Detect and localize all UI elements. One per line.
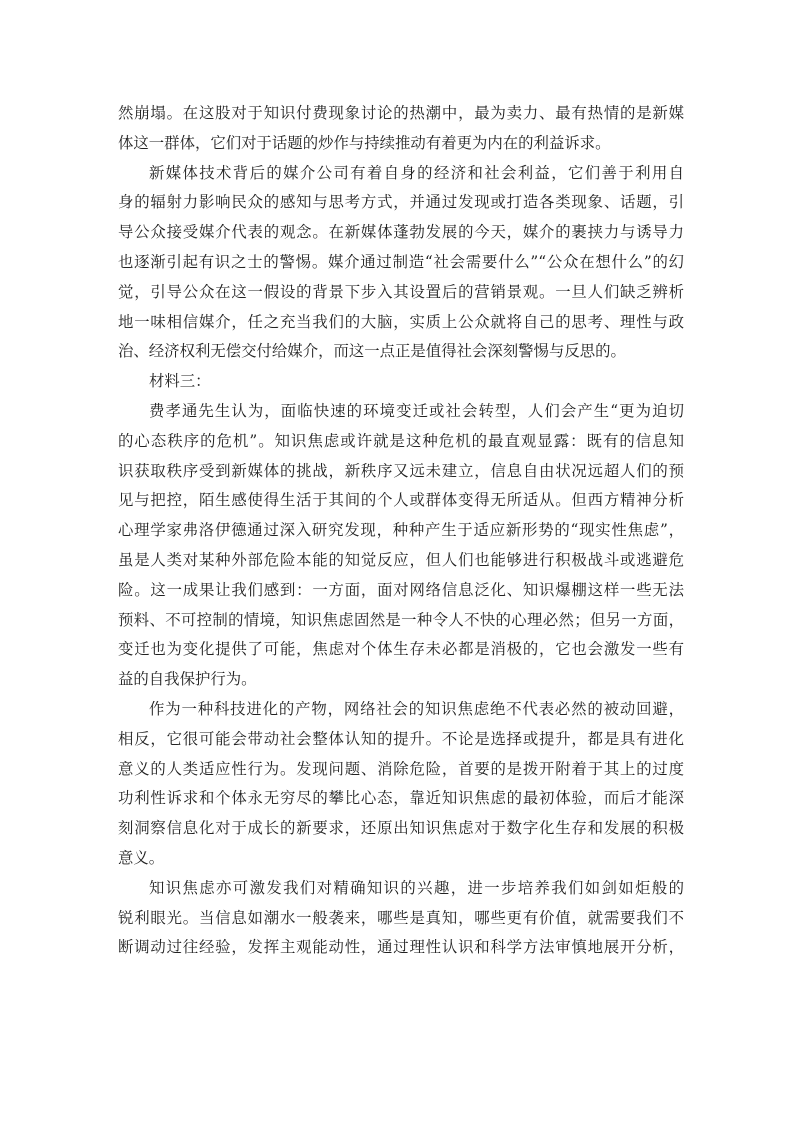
text-line: 意义。: [118, 848, 165, 867]
text-line: 预料、不可控制的情境，知识焦虑固然是一种令人不快的心理必然；但另一方面，: [118, 610, 684, 629]
text-line: 导公众接受媒介代表的观念。在新媒体蓬勃发展的今天，媒介的裹挟力与诱导力: [118, 223, 684, 242]
text-line: 费孝通先生认为，面临快速的环境变迁或社会转型，人们会产生“更为迫切: [149, 401, 684, 420]
text-line: 的心态秩序的危机”。知识焦虑或许就是这种危机的最直观显露：既有的信息知: [118, 431, 684, 450]
text-line: 见与把控，陌生感使得生活于其间的个人或群体变得无所适从。但西方精神分析: [118, 491, 684, 510]
text-line: 断调动过往经验，发挥主观能动性，通过理性认识和科学方法审慎地展开分析，: [118, 938, 684, 957]
text-line: 锐利眼光。当信息如潮水一般袭来，哪些是真知，哪些更有价值，就需要我们不: [118, 908, 684, 927]
text-line: 刻洞察信息化对于成长的新要求，还原出知识焦虑对于数字化生存和发展的积极: [118, 819, 684, 838]
text-line: 功利性诉求和个体永无穷尽的攀比心态，靠近知识焦虑的最初体验，而后才能深: [118, 789, 684, 808]
paragraph: [118, 397, 684, 695]
text-line: 险。这一成果让我们感到：一方面，面对网络信息泛化、知识爆棚这样一些无法: [118, 580, 684, 599]
text-line: 作为一种科技进化的产物，网络社会的知识焦虑绝不代表必然的被动回避，: [149, 699, 684, 718]
paragraph: [118, 695, 684, 874]
text-line: 益的自我保护行为。: [118, 670, 257, 689]
text-line: 体这一群体，它们对于话题的炒作与持续推动有着更为内在的利益诉求。: [118, 133, 611, 152]
text-line: 意义的人类适应性行为。发现问题、消除危险，首要的是拨开附着于其上的过度: [118, 759, 684, 778]
paragraph: [118, 99, 684, 159]
paragraph: [118, 874, 684, 963]
text-line: 识获取秩序受到新媒体的挑战，新秩序又远未建立，信息自由状况远超人们的预: [118, 461, 684, 480]
text-line: 也逐渐引起有识之士的警惕。媒介通过制造“社会需要什么”“公众在想什么”的幻: [118, 252, 684, 271]
section-label: 材料三：: [149, 372, 211, 391]
text-line: 新媒体技术背后的媒介公司有着自身的经济和社会利益，它们善于利用自: [149, 163, 684, 182]
paragraph: [118, 159, 684, 368]
text-line: 治、经济权利无偿交付给媒介，而这一点正是值得社会深刻警惕与反思的。: [118, 342, 626, 361]
text-line: 心理学家弗洛伊德通过深入研究发现，种种产生于适应新形势的“现实性焦虑”，: [118, 521, 684, 540]
text-line: 变迁也为变化提供了可能，焦虑对个体生存未必都是消极的，它也会激发一些有: [118, 640, 684, 659]
text-line: 觉，引导公众在这一假设的背景下步入其设置后的营销景观。一旦人们缺乏辨析: [118, 282, 684, 301]
text-line: 地一味相信媒介，任之充当我们的大脑，实质上公众就将自己的思考、理性与政: [118, 312, 684, 331]
text-line: 身的辐射力影响民众的感知与思考方式，并通过发现或打造各类现象、话题，引: [118, 193, 684, 212]
text-line: 知识焦虑亦可激发我们对精确知识的兴趣，进一步培养我们如剑如炬般的: [149, 878, 684, 897]
text-line: 相反，它很可能会带动社会整体认知的提升。不论是选择或提升，都是具有进化: [118, 729, 684, 748]
text-line: 虽是人类对某种外部危险本能的知觉反应，但人们也能够进行积极战斗或逃避危: [118, 550, 684, 569]
document-body: [118, 99, 684, 963]
text-line: 然崩塌。在这股对于知识付费现象讨论的热潮中，最为卖力、最有热情的是新媒: [118, 104, 684, 122]
